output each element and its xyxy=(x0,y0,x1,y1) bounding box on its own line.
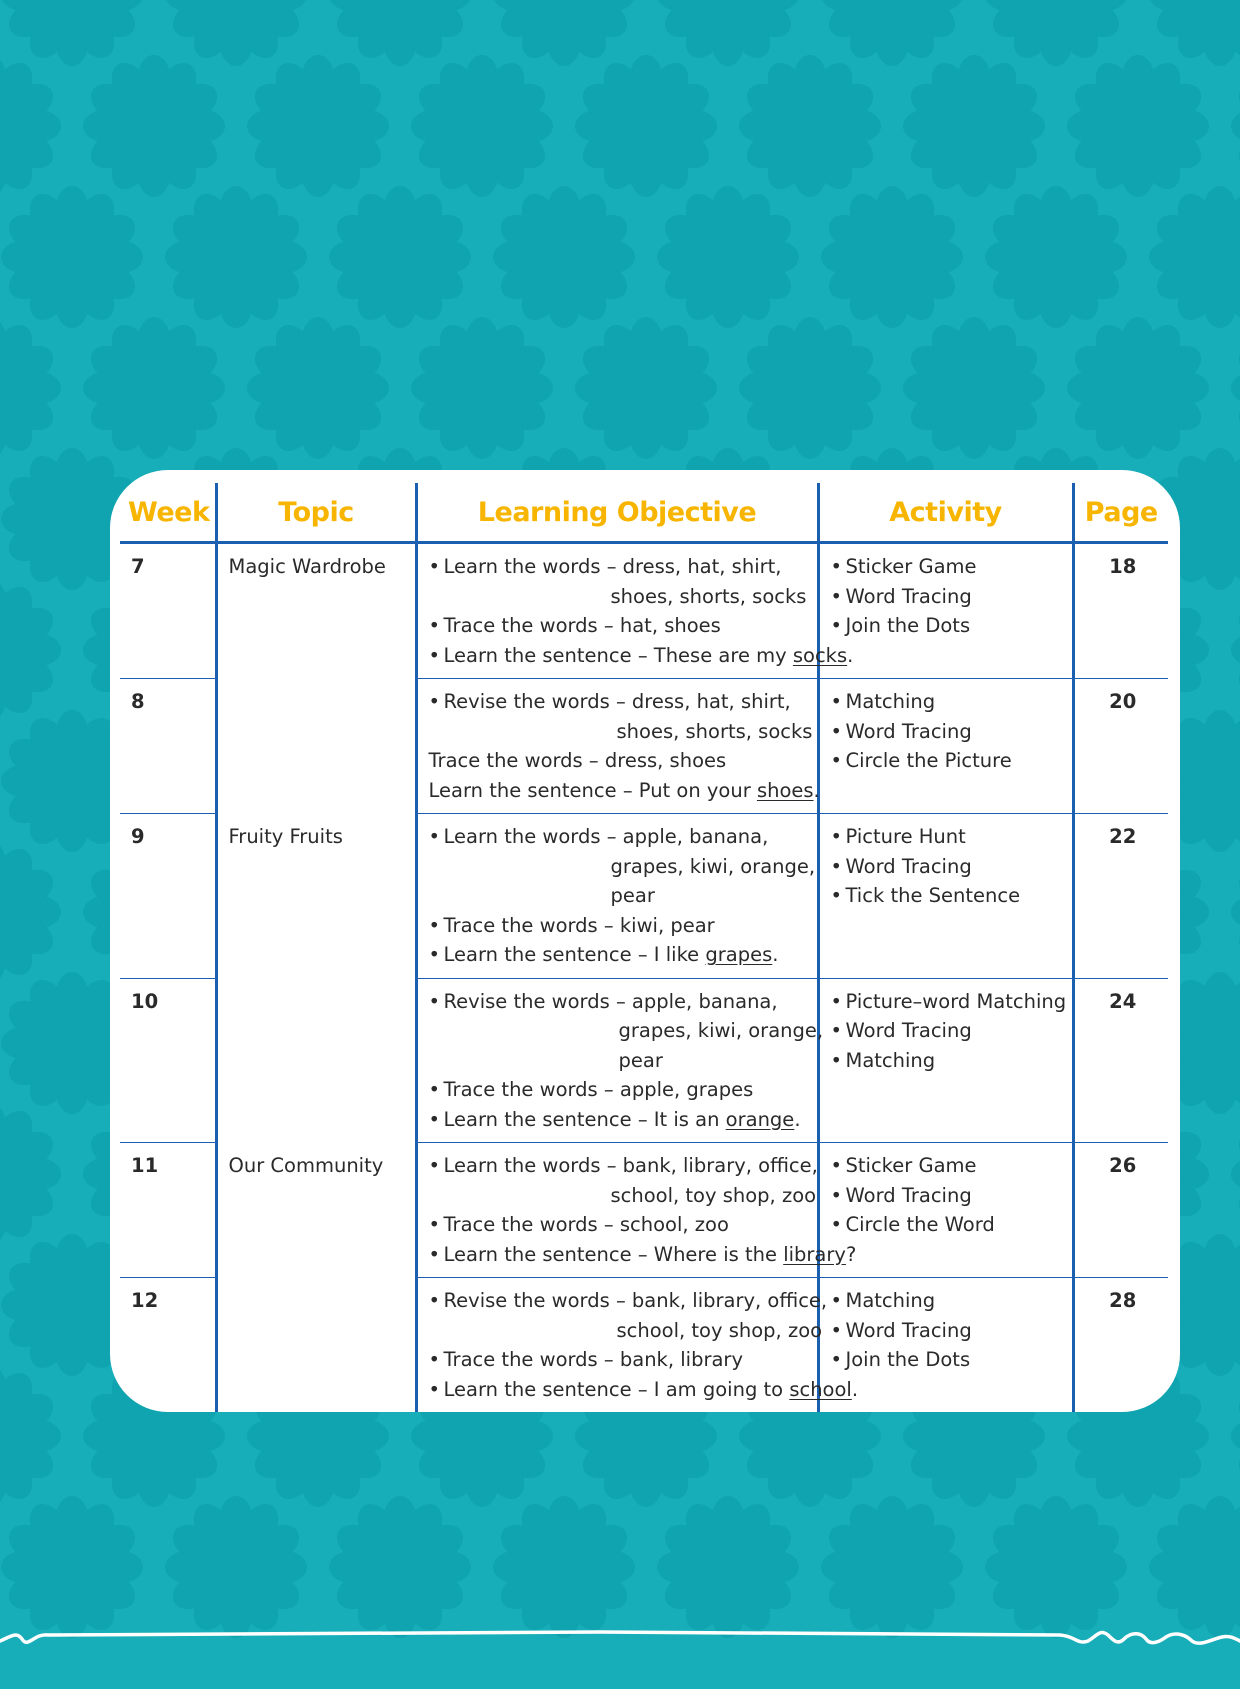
flower-icon xyxy=(1231,1103,1240,1245)
page-number: 22 xyxy=(1073,814,1168,979)
bullet-icon: • xyxy=(830,1348,843,1371)
learning-objective-cell: • Revise the words – apple, banana, grapes, kiwi, orange, pear • Trace the words – apple, grapes • Learn the sentence – It is an orange. xyxy=(416,978,818,1143)
bullet-icon: • xyxy=(428,1078,441,1101)
header-topic: Topic xyxy=(216,483,416,543)
bullet-icon: • xyxy=(830,1048,843,1072)
flower-icon xyxy=(329,0,471,66)
bullet-icon: • xyxy=(830,719,843,743)
activity-cell: • Picture Hunt • Word Tracing • Tick the Sentence xyxy=(818,814,1073,979)
flower-icon xyxy=(165,0,307,66)
page-number: 26 xyxy=(1073,1143,1168,1278)
week-number: 11 xyxy=(120,1143,216,1278)
page-number: 18 xyxy=(1073,543,1168,679)
activity-cell: • Matching • Word Tracing • Circle the Picture xyxy=(818,679,1073,814)
bullet-icon: • xyxy=(428,1242,441,1266)
page-number: 28 xyxy=(1073,1278,1168,1413)
topic-name: Fruity Fruits xyxy=(216,814,416,1143)
bullet-icon: • xyxy=(830,690,843,713)
bullet-icon: • xyxy=(830,1183,843,1207)
flower-icon xyxy=(0,1365,61,1507)
bullet-icon: • xyxy=(830,854,843,878)
learning-objective-cell: • Learn the words – dress, hat, shirt, shoes, shorts, socks • Trace the words – hat, shoes • Learn the sentence – These are my socks. xyxy=(416,543,818,679)
activity-cell: • Sticker Game • Word Tracing • Circle the Word xyxy=(818,1143,1073,1278)
flower-icon xyxy=(657,0,799,66)
activity-cell: • Picture–word Matching • Word Tracing • Matching xyxy=(818,978,1073,1143)
bullet-icon: • xyxy=(428,1377,441,1401)
bullet-icon: • xyxy=(428,943,441,966)
underlined-word: grapes xyxy=(705,943,773,966)
flower-icon xyxy=(83,317,225,459)
bullet-icon: • xyxy=(830,1213,843,1236)
learning-objective-cell: • Learn the words – bank, library, office, school, toy shop, zoo • Trace the words – school, zoo • Learn the sentence – Where is the library? xyxy=(416,1143,818,1278)
bullet-icon: • xyxy=(428,1107,441,1131)
flower-icon xyxy=(83,55,225,197)
flower-icon xyxy=(0,1103,61,1245)
bullet-icon: • xyxy=(830,1318,843,1342)
underlined-word: library xyxy=(783,1242,846,1266)
weekly-schedule-table xyxy=(120,483,1168,1412)
flower-icon xyxy=(1231,1365,1240,1507)
flower-icon xyxy=(739,55,881,197)
header-activity: Activity xyxy=(818,483,1073,543)
bullet-icon: • xyxy=(428,1289,441,1312)
page-number: 20 xyxy=(1073,679,1168,814)
bullet-icon: • xyxy=(830,584,843,608)
flower-icon xyxy=(0,841,61,983)
flower-icon xyxy=(821,186,963,328)
week-number: 10 xyxy=(120,978,216,1143)
flower-icon xyxy=(821,0,963,66)
underlined-word: socks xyxy=(792,643,848,667)
header-week: Week xyxy=(120,483,216,543)
underlined-word: school xyxy=(789,1377,852,1401)
bullet-icon: • xyxy=(830,614,843,637)
table-header-row xyxy=(120,483,1168,543)
bullet-icon: • xyxy=(428,913,441,937)
flower-icon xyxy=(493,0,635,66)
flower-icon xyxy=(493,186,635,328)
flower-icon xyxy=(1149,0,1240,66)
bullet-icon: • xyxy=(830,1289,843,1312)
bullet-icon: • xyxy=(428,825,441,848)
bullet-icon: • xyxy=(428,1154,441,1177)
flower-icon xyxy=(657,186,799,328)
topic-name: Our Community xyxy=(216,1143,416,1413)
flower-icon xyxy=(247,55,389,197)
flower-icon xyxy=(1149,186,1240,328)
flower-icon xyxy=(1231,317,1240,459)
learning-objective-cell: • Revise the words – bank, library, office, school, toy shop, zoo • Trace the words – bank, library • Learn the sentence – I am going to school. xyxy=(416,1278,818,1413)
flower-icon xyxy=(1231,55,1240,197)
flower-icon xyxy=(165,186,307,328)
underlined-word: orange xyxy=(725,1107,795,1131)
week-number: 7 xyxy=(120,543,216,679)
topic-name: Magic Wardrobe xyxy=(216,543,416,814)
week-number: 8 xyxy=(120,679,216,814)
bullet-icon: • xyxy=(428,614,441,637)
bullet-icon: • xyxy=(428,1348,441,1371)
flower-icon xyxy=(1231,579,1240,721)
bullet-icon: • xyxy=(428,555,441,578)
flower-icon xyxy=(985,0,1127,66)
page-number: 24 xyxy=(1073,978,1168,1143)
week-number: 9 xyxy=(120,814,216,979)
flower-icon xyxy=(985,186,1127,328)
learning-objective-cell: • Revise the words – dress, hat, shirt, shoes, shorts, socks Trace the words – dress, shoes Learn the sentence – Put on your shoes. xyxy=(416,679,818,814)
header-learning-objective: Learning Objective xyxy=(416,483,818,543)
table-row xyxy=(120,1143,1168,1278)
bullet-icon: • xyxy=(830,1019,843,1042)
bullet-icon: • xyxy=(830,989,843,1013)
flower-icon xyxy=(411,317,553,459)
bullet-icon: • xyxy=(830,749,843,772)
flower-icon xyxy=(903,317,1045,459)
flower-icon xyxy=(1067,317,1209,459)
underlined-word: shoes xyxy=(756,778,814,802)
flower-icon xyxy=(575,55,717,197)
flower-icon xyxy=(329,186,471,328)
flower-icon xyxy=(575,317,717,459)
flower-icon xyxy=(1,0,143,66)
flower-icon xyxy=(411,55,553,197)
bullet-icon: • xyxy=(428,690,441,713)
learning-objective-cell: • Learn the words – apple, banana, grapes, kiwi, orange, pear • Trace the words – kiwi, pear • Learn the sentence – I like grapes. xyxy=(416,814,818,979)
flower-icon xyxy=(247,317,389,459)
bullet-icon: • xyxy=(428,989,441,1013)
flower-icon xyxy=(0,317,61,459)
activity-cell: • Sticker Game • Word Tracing • Join the Dots xyxy=(818,543,1073,679)
flower-icon xyxy=(1231,841,1240,983)
week-number: 12 xyxy=(131,1289,159,1312)
table-row xyxy=(120,543,1168,679)
flower-icon xyxy=(1067,55,1209,197)
flower-icon xyxy=(1,186,143,328)
decorative-rope-line xyxy=(0,1605,1240,1665)
activity-cell: • Matching • Word Tracing • Join the Dots xyxy=(818,1278,1073,1413)
bullet-icon: • xyxy=(830,825,843,848)
flower-icon xyxy=(0,55,61,197)
bullet-icon: • xyxy=(830,884,843,907)
flower-icon xyxy=(903,55,1045,197)
bullet-icon: • xyxy=(428,1213,441,1236)
table-row xyxy=(120,814,1168,979)
flower-icon xyxy=(739,317,881,459)
bullet-icon: • xyxy=(428,643,441,667)
bullet-icon: • xyxy=(830,555,843,578)
flower-icon xyxy=(0,579,61,721)
bullet-icon: • xyxy=(830,1154,843,1177)
header-page: Page xyxy=(1073,483,1168,543)
